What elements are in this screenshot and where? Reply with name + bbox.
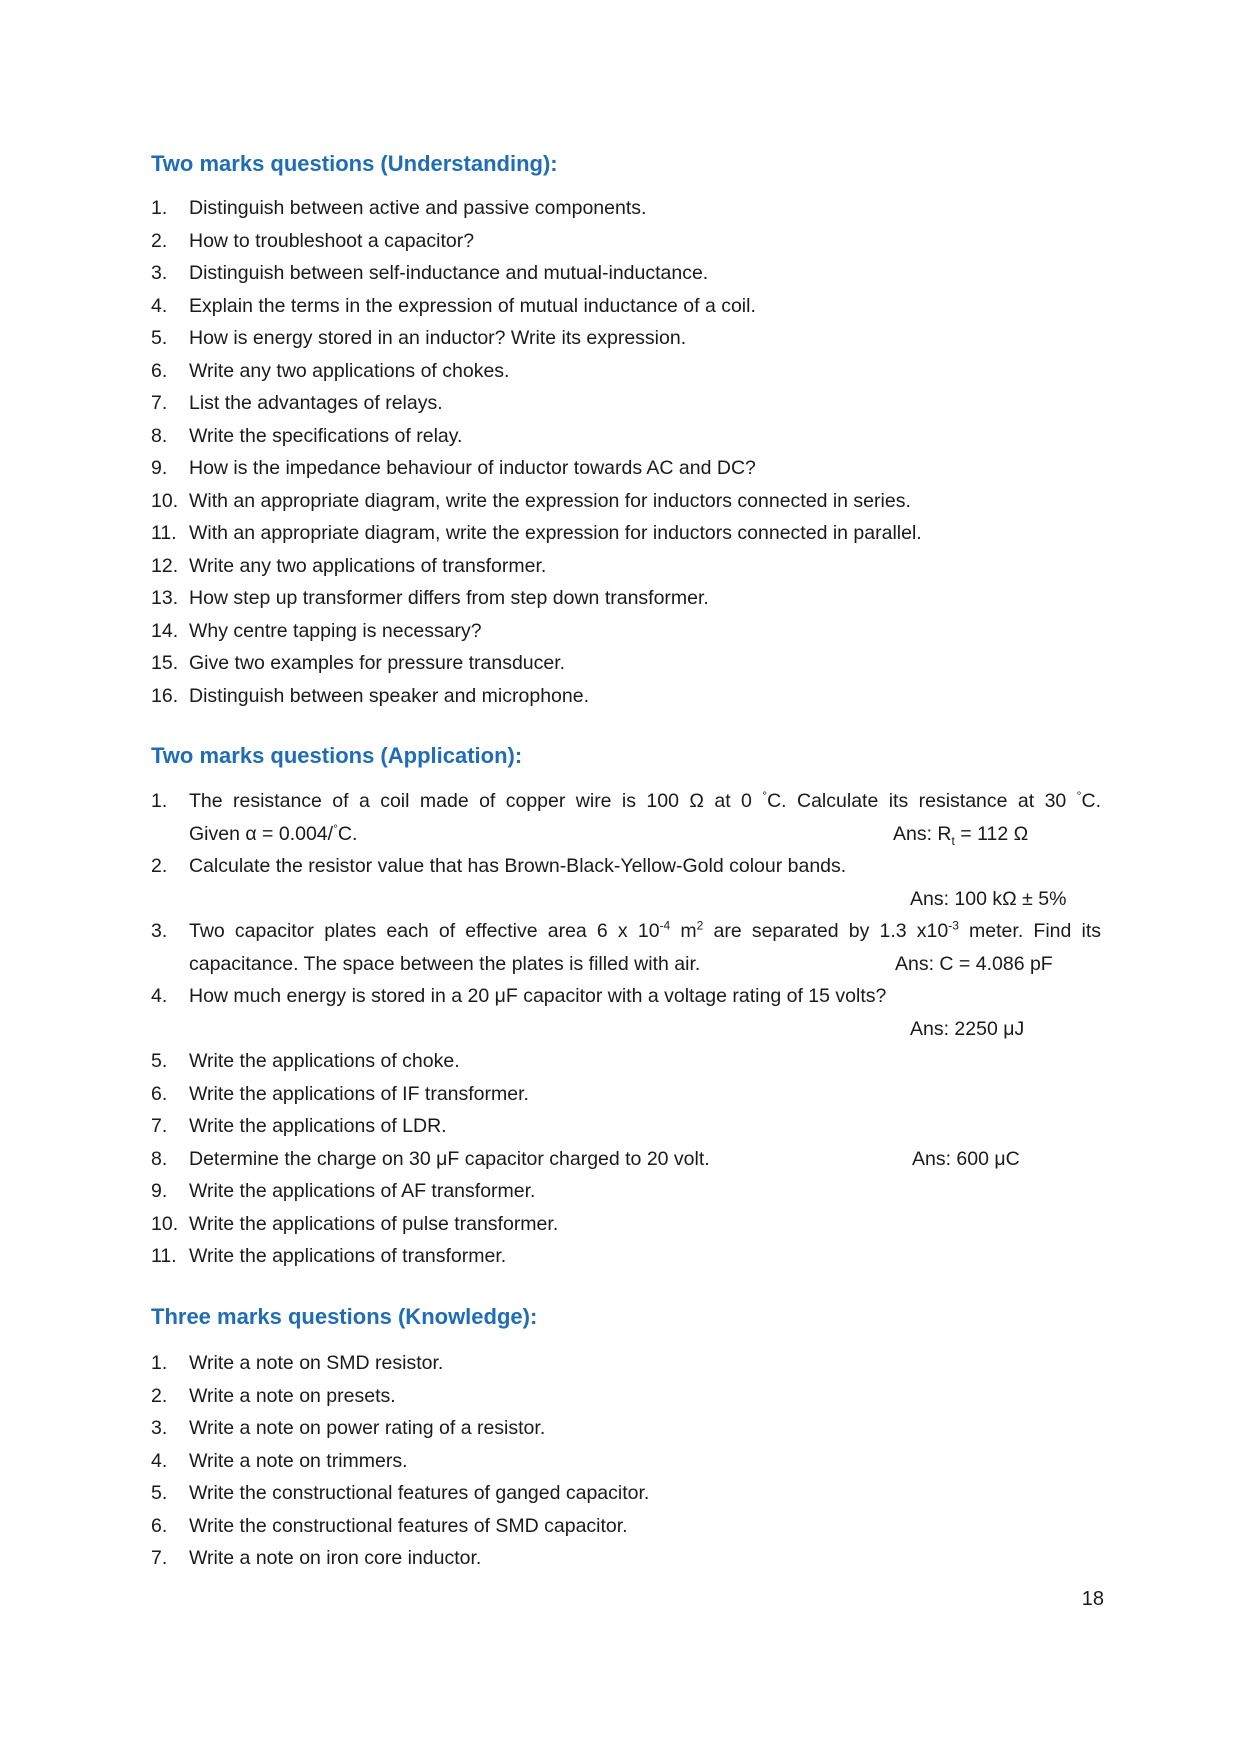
question-number: 10. — [151, 1212, 179, 1235]
question-number: 15. — [151, 652, 179, 674]
question-text: Write the applications of pulse transformer. — [189, 1212, 559, 1235]
question-number: 3. — [151, 1417, 168, 1439]
question-text: Two capacitor plates each of effective area 6 x $10^{-4}$ $m^2$ are separated by 1.3 $x10^{-3}$ meter. Find its — [189, 918, 1102, 942]
question-text: With an appropriate diagram, write the expression for inductors connected in series. — [189, 489, 911, 512]
list-item — [151, 915, 1101, 980]
question-text: Write the applications of IF transformer. — [189, 1082, 529, 1105]
list-item — [151, 355, 1101, 388]
question-number: 5. — [151, 327, 168, 349]
question-text: Write a note on power rating of a resistor. — [189, 1417, 546, 1439]
page-number: 18 — [1081, 1588, 1104, 1610]
question-text: How is the impedance behaviour of inductor towards AC and DC? — [189, 457, 756, 479]
question-text: Distinguish between self-inductance and mutual-inductance. — [189, 262, 709, 284]
question-number: 14. — [151, 619, 179, 642]
list-item — [151, 550, 1101, 583]
section-title-understanding: Two marks questions (Understanding): — [151, 151, 558, 176]
question-text: Write a note on presets. — [189, 1384, 396, 1407]
list-item — [151, 452, 1101, 485]
question-text: Explain the terms in the expression of mutual inductance of a coil. — [189, 294, 756, 317]
question-text: How step up transformer differs from step down transformer. — [189, 587, 709, 609]
list-item — [151, 420, 1101, 453]
list-item — [151, 1240, 1101, 1273]
question-number: 1. — [151, 790, 168, 812]
answer-text: Ans: C = 4.086 pF — [895, 952, 1053, 975]
list-item — [151, 1110, 1101, 1143]
list-item — [151, 1078, 1101, 1111]
list-item — [151, 1143, 1101, 1176]
question-text: Distinguish between speaker and microphone. — [189, 684, 589, 707]
question-list-application — [151, 785, 1101, 1273]
question-number: 10. — [151, 489, 179, 512]
question-text: How is energy stored in an inductor? Write its expression. — [189, 327, 687, 349]
list-item — [151, 647, 1101, 680]
question-number: 12. — [151, 554, 179, 577]
question-text: Write any two applications of chokes. — [189, 359, 510, 382]
question-text: Write any two applications of transformer. — [189, 554, 547, 577]
list-item — [151, 387, 1101, 420]
list-item — [151, 1510, 1101, 1543]
question-text: Write the specifications of relay. — [189, 424, 463, 447]
list-item — [151, 1208, 1101, 1241]
list-item — [151, 1380, 1101, 1413]
question-number: 8. — [151, 1147, 168, 1170]
question-number: 1. — [151, 1352, 168, 1374]
question-text: The resistance of a coil made of copper wire is 100 Ω at 0 °C. Calculate its resistance at 30 °C. — [189, 788, 1101, 812]
question-text-continued: capacitance. The space between the plates is filled with air. Ans: C = 4.086 pF — [189, 948, 1101, 981]
question-text: Write the constructional features of SMD capacitor. — [189, 1514, 628, 1537]
question-text: Write the constructional features of ganged capacitor. — [189, 1482, 650, 1504]
answer-text: Ans: 100 kΩ ± 5% — [910, 887, 1067, 910]
question-text: Why centre tapping is necessary? — [189, 619, 482, 642]
question-number: 3. — [151, 262, 168, 284]
question-number: 1. — [151, 197, 168, 219]
question-number: 2. — [151, 855, 168, 877]
question-text-continued: Given α = 0.004/°C. Ans: $R_t = 112$ Ω — [189, 818, 1101, 851]
question-number: 11. — [151, 522, 177, 544]
question-number: 2. — [151, 229, 168, 252]
question-number: 7. — [151, 392, 168, 414]
question-text: List the advantages of relays. — [189, 392, 443, 414]
question-text: Write a note on trimmers. — [189, 1449, 408, 1472]
question-list-understanding — [151, 192, 1101, 712]
answer-text: Ans: $R_t = 112$ Ω — [893, 822, 1029, 848]
question-number: 3. — [151, 920, 168, 942]
list-item — [151, 980, 1101, 1045]
list-item — [151, 1445, 1101, 1478]
question-number: 4. — [151, 294, 168, 317]
list-item — [151, 1412, 1101, 1445]
list-item — [151, 257, 1101, 290]
list-item — [151, 1542, 1101, 1575]
list-item — [151, 850, 1101, 915]
list-item — [151, 485, 1101, 518]
list-item — [151, 582, 1101, 615]
question-text: How to troubleshoot a capacitor? — [189, 229, 475, 252]
question-number: 6. — [151, 359, 168, 382]
question-number: 2. — [151, 1384, 168, 1407]
question-number: 7. — [151, 1547, 168, 1569]
list-item — [151, 1347, 1101, 1380]
question-text: Write the applications of LDR. — [189, 1115, 447, 1137]
question-list-knowledge — [151, 1347, 1101, 1575]
list-item — [151, 290, 1101, 323]
question-text: Write the applications of AF transformer. — [189, 1180, 536, 1202]
question-number: 8. — [151, 424, 168, 447]
question-text: Give two examples for pressure transducer. — [189, 652, 566, 674]
question-text: Write a note on iron core inductor. — [189, 1547, 482, 1569]
list-item — [151, 615, 1101, 648]
question-text: Write a note on SMD resistor. — [189, 1352, 444, 1374]
answer-text: Ans: 600 μC — [912, 1147, 1020, 1170]
question-number: 6. — [151, 1514, 168, 1537]
question-text-line — [189, 1143, 1101, 1176]
question-text: How much energy is stored in a 20 μF capacitor with a voltage rating of 15 volts? — [189, 985, 887, 1007]
question-number: 6. — [151, 1082, 168, 1105]
question-number: 4. — [151, 1449, 168, 1472]
section-title-knowledge: Three marks questions (Knowledge): — [151, 1304, 538, 1329]
question-text: Calculate the resistor value that has Brown-Black-Yellow-Gold colour bands. — [189, 855, 847, 877]
question-number: 5. — [151, 1482, 168, 1504]
question-text: With an appropriate diagram, write the expression for inductors connected in parallel. — [189, 522, 922, 544]
question-text: Write the applications of choke. — [189, 1050, 460, 1072]
question-number: 16. — [151, 684, 179, 707]
list-item — [151, 1477, 1101, 1510]
question-number: 11. — [151, 1245, 177, 1267]
list-item — [151, 680, 1101, 713]
list-item — [151, 192, 1101, 225]
question-number: 5. — [151, 1050, 168, 1072]
question-number: 9. — [151, 1180, 168, 1202]
question-number: 13. — [151, 587, 179, 609]
question-number: 4. — [151, 985, 168, 1007]
question-text: Write the applications of transformer. — [189, 1245, 507, 1267]
question-number: 7. — [151, 1115, 168, 1137]
section-title-application: Two marks questions (Application): — [151, 743, 523, 768]
list-item — [151, 785, 1101, 850]
list-item — [151, 322, 1101, 355]
list-item — [151, 225, 1101, 258]
answer-text: Ans: 2250 μJ — [910, 1017, 1025, 1040]
question-text: Determine the charge on 30 μF capacitor charged to 20 volt. — [189, 1147, 710, 1170]
question-number: 9. — [151, 457, 168, 479]
list-item — [151, 1175, 1101, 1208]
question-text: Distinguish between active and passive components. — [189, 197, 647, 219]
list-item — [151, 517, 1101, 550]
list-item — [151, 1045, 1101, 1078]
